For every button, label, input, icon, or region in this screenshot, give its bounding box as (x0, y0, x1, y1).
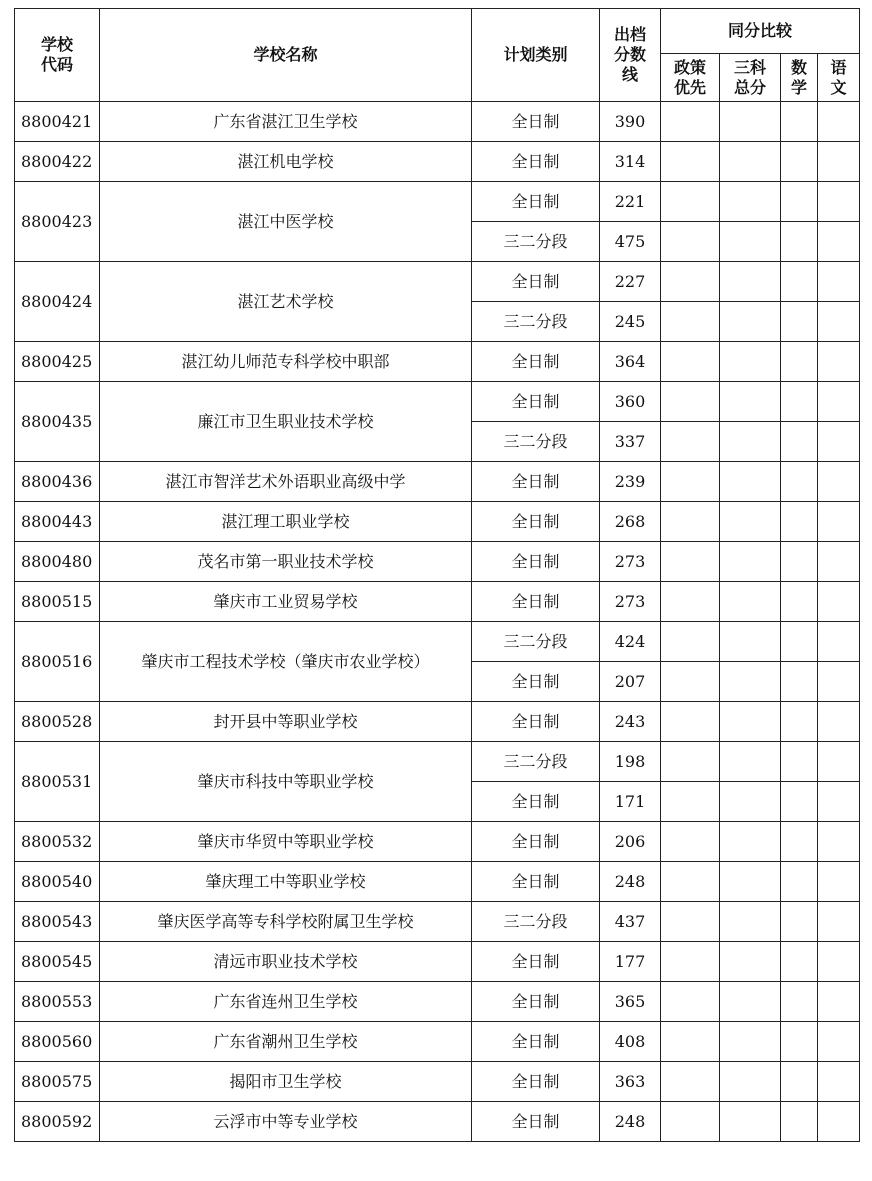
header-tie-compare: 同分比较 (661, 9, 860, 54)
three-subject-total-cell (720, 742, 781, 782)
policy-priority-cell (661, 102, 720, 142)
cutoff-score-cell: 268 (600, 502, 661, 542)
chinese-cell (818, 102, 860, 142)
math-cell (781, 542, 818, 582)
school-name-cell: 湛江理工职业学校 (100, 502, 472, 542)
chinese-cell (818, 582, 860, 622)
three-subject-total-cell (720, 462, 781, 502)
math-cell (781, 702, 818, 742)
school-name-cell: 湛江艺术学校 (100, 262, 472, 342)
plan-type-cell: 全日制 (472, 862, 600, 902)
math-cell (781, 262, 818, 302)
plan-type-cell: 三二分段 (472, 622, 600, 662)
cutoff-score-cell: 245 (600, 302, 661, 342)
cutoff-score-cell: 171 (600, 782, 661, 822)
cutoff-score-cell: 364 (600, 342, 661, 382)
school-name-cell: 湛江机电学校 (100, 142, 472, 182)
cutoff-score-cell: 424 (600, 622, 661, 662)
math-cell (781, 382, 818, 422)
policy-priority-cell (661, 382, 720, 422)
plan-type-cell: 全日制 (472, 782, 600, 822)
policy-priority-cell (661, 1102, 720, 1142)
cutoff-score-cell: 248 (600, 1102, 661, 1142)
chinese-cell (818, 222, 860, 262)
school-name-cell: 廉江市卫生职业技术学校 (100, 382, 472, 462)
chinese-cell (818, 422, 860, 462)
school-name-cell: 广东省连州卫生学校 (100, 982, 472, 1022)
three-subject-total-cell (720, 142, 781, 182)
school-code-cell: 8800540 (15, 862, 100, 902)
math-cell (781, 302, 818, 342)
policy-priority-cell (661, 462, 720, 502)
plan-type-cell: 全日制 (472, 942, 600, 982)
three-subject-total-cell (720, 262, 781, 302)
plan-type-cell: 全日制 (472, 142, 600, 182)
chinese-cell (818, 462, 860, 502)
three-subject-total-cell (720, 382, 781, 422)
school-name-cell: 茂名市第一职业技术学校 (100, 542, 472, 582)
cutoff-score-cell: 273 (600, 582, 661, 622)
three-subject-total-cell (720, 422, 781, 462)
plan-type-cell: 全日制 (472, 822, 600, 862)
table-row (15, 742, 860, 782)
policy-priority-cell (661, 222, 720, 262)
cutoff-score-cell: 363 (600, 1062, 661, 1102)
math-cell (781, 982, 818, 1022)
three-subject-total-cell (720, 342, 781, 382)
table-row (15, 102, 860, 142)
chinese-cell (818, 942, 860, 982)
school-name-cell: 清远市职业技术学校 (100, 942, 472, 982)
table-row (15, 1102, 860, 1142)
cutoff-score-cell: 408 (600, 1022, 661, 1062)
chinese-cell (818, 502, 860, 542)
policy-priority-cell (661, 1022, 720, 1062)
school-name-cell: 云浮市中等专业学校 (100, 1102, 472, 1142)
math-cell (781, 222, 818, 262)
policy-priority-cell (661, 982, 720, 1022)
cutoff-score-cell: 365 (600, 982, 661, 1022)
policy-priority-cell (661, 782, 720, 822)
three-subject-total-cell (720, 582, 781, 622)
math-cell (781, 582, 818, 622)
school-code-cell: 8800592 (15, 1102, 100, 1142)
school-name-cell: 肇庆医学高等专科学校附属卫生学校 (100, 902, 472, 942)
school-code-cell: 8800553 (15, 982, 100, 1022)
school-name-cell: 广东省湛江卫生学校 (100, 102, 472, 142)
header-policy-priority: 政策 优先 (661, 54, 720, 102)
plan-type-cell: 全日制 (472, 542, 600, 582)
policy-priority-cell (661, 822, 720, 862)
table-row (15, 462, 860, 502)
cutoff-score-cell: 206 (600, 822, 661, 862)
table-row (15, 982, 860, 1022)
school-name-cell: 封开县中等职业学校 (100, 702, 472, 742)
plan-type-cell: 全日制 (472, 1102, 600, 1142)
table-row (15, 702, 860, 742)
three-subject-total-cell (720, 662, 781, 702)
three-subject-total-cell (720, 982, 781, 1022)
school-code-cell: 8800425 (15, 342, 100, 382)
plan-type-cell: 全日制 (472, 102, 600, 142)
policy-priority-cell (661, 942, 720, 982)
three-subject-total-cell (720, 862, 781, 902)
table-row (15, 1062, 860, 1102)
three-subject-total-cell (720, 702, 781, 742)
header-school-name: 学校名称 (100, 9, 472, 102)
school-name-cell: 肇庆市华贸中等职业学校 (100, 822, 472, 862)
math-cell (781, 462, 818, 502)
cutoff-score-cell: 207 (600, 662, 661, 702)
cutoff-score-cell: 273 (600, 542, 661, 582)
math-cell (781, 182, 818, 222)
policy-priority-cell (661, 1062, 720, 1102)
school-code-cell: 8800560 (15, 1022, 100, 1062)
table-row (15, 262, 860, 302)
math-cell (781, 902, 818, 942)
chinese-cell (818, 1062, 860, 1102)
math-cell (781, 622, 818, 662)
cutoff-score-cell: 314 (600, 142, 661, 182)
cutoff-score-cell: 437 (600, 902, 661, 942)
math-cell (781, 742, 818, 782)
table-row (15, 502, 860, 542)
table-row (15, 142, 860, 182)
chinese-cell (818, 1022, 860, 1062)
header-three-subject-total: 三科 总分 (720, 54, 781, 102)
table-row (15, 342, 860, 382)
three-subject-total-cell (720, 782, 781, 822)
three-subject-total-cell (720, 1022, 781, 1062)
header-school-code: 学校 代码 (15, 9, 100, 102)
school-code-cell: 8800515 (15, 582, 100, 622)
chinese-cell (818, 142, 860, 182)
school-code-cell: 8800423 (15, 182, 100, 262)
header-chinese: 语 文 (818, 54, 860, 102)
plan-type-cell: 全日制 (472, 1022, 600, 1062)
chinese-cell (818, 182, 860, 222)
three-subject-total-cell (720, 222, 781, 262)
cutoff-score-cell: 177 (600, 942, 661, 982)
school-code-cell: 8800424 (15, 262, 100, 342)
header-cutoff-score: 出档 分数 线 (600, 9, 661, 102)
math-cell (781, 502, 818, 542)
cutoff-score-cell: 390 (600, 102, 661, 142)
cutoff-score-cell: 248 (600, 862, 661, 902)
math-cell (781, 102, 818, 142)
cutoff-score-cell: 221 (600, 182, 661, 222)
three-subject-total-cell (720, 102, 781, 142)
policy-priority-cell (661, 742, 720, 782)
table-row (15, 862, 860, 902)
chinese-cell (818, 1102, 860, 1142)
plan-type-cell: 全日制 (472, 262, 600, 302)
policy-priority-cell (661, 422, 720, 462)
school-name-cell: 广东省潮州卫生学校 (100, 1022, 472, 1062)
table-row (15, 622, 860, 662)
math-cell (781, 862, 818, 902)
chinese-cell (818, 982, 860, 1022)
math-cell (781, 142, 818, 182)
plan-type-cell: 全日制 (472, 982, 600, 1022)
chinese-cell (818, 782, 860, 822)
school-code-cell: 8800435 (15, 382, 100, 462)
math-cell (781, 1102, 818, 1142)
chinese-cell (818, 862, 860, 902)
school-code-cell: 8800516 (15, 622, 100, 702)
school-code-cell: 8800543 (15, 902, 100, 942)
cutoff-score-cell: 243 (600, 702, 661, 742)
school-name-cell: 湛江市智洋艺术外语职业高级中学 (100, 462, 472, 502)
policy-priority-cell (661, 182, 720, 222)
plan-type-cell: 三二分段 (472, 422, 600, 462)
table-row (15, 942, 860, 982)
cutoff-score-cell: 198 (600, 742, 661, 782)
chinese-cell (818, 662, 860, 702)
three-subject-total-cell (720, 302, 781, 342)
policy-priority-cell (661, 662, 720, 702)
cutoff-score-cell: 239 (600, 462, 661, 502)
school-name-cell: 肇庆理工中等职业学校 (100, 862, 472, 902)
plan-type-cell: 全日制 (472, 662, 600, 702)
chinese-cell (818, 822, 860, 862)
school-name-cell: 揭阳市卫生学校 (100, 1062, 472, 1102)
chinese-cell (818, 342, 860, 382)
policy-priority-cell (661, 302, 720, 342)
table-row (15, 182, 860, 222)
school-code-cell: 8800528 (15, 702, 100, 742)
cutoff-score-cell: 475 (600, 222, 661, 262)
plan-type-cell: 三二分段 (472, 902, 600, 942)
policy-priority-cell (661, 582, 720, 622)
math-cell (781, 942, 818, 982)
math-cell (781, 1022, 818, 1062)
school-name-cell: 肇庆市科技中等职业学校 (100, 742, 472, 822)
table-row (15, 382, 860, 422)
school-code-cell: 8800443 (15, 502, 100, 542)
plan-type-cell: 全日制 (472, 502, 600, 542)
cutoff-score-cell: 337 (600, 422, 661, 462)
school-code-cell: 8800480 (15, 542, 100, 582)
chinese-cell (818, 302, 860, 342)
policy-priority-cell (661, 542, 720, 582)
plan-type-cell: 全日制 (472, 582, 600, 622)
plan-type-cell: 全日制 (472, 702, 600, 742)
policy-priority-cell (661, 622, 720, 662)
school-code-cell: 8800436 (15, 462, 100, 502)
math-cell (781, 822, 818, 862)
math-cell (781, 422, 818, 462)
math-cell (781, 1062, 818, 1102)
three-subject-total-cell (720, 182, 781, 222)
school-code-cell: 8800531 (15, 742, 100, 822)
table-row (15, 542, 860, 582)
school-name-cell: 湛江中医学校 (100, 182, 472, 262)
table-row (15, 822, 860, 862)
school-code-cell: 8800422 (15, 142, 100, 182)
math-cell (781, 342, 818, 382)
school-name-cell: 湛江幼儿师范专科学校中职部 (100, 342, 472, 382)
chinese-cell (818, 742, 860, 782)
chinese-cell (818, 262, 860, 302)
school-code-cell: 8800421 (15, 102, 100, 142)
school-name-cell: 肇庆市工程技术学校（肇庆市农业学校） (100, 622, 472, 702)
cutoff-score-cell: 360 (600, 382, 661, 422)
three-subject-total-cell (720, 902, 781, 942)
chinese-cell (818, 382, 860, 422)
three-subject-total-cell (720, 542, 781, 582)
three-subject-total-cell (720, 622, 781, 662)
policy-priority-cell (661, 862, 720, 902)
table-row (15, 582, 860, 622)
school-code-cell: 8800575 (15, 1062, 100, 1102)
math-cell (781, 782, 818, 822)
three-subject-total-cell (720, 502, 781, 542)
header-plan-type: 计划类别 (472, 9, 600, 102)
school-code-cell: 8800545 (15, 942, 100, 982)
plan-type-cell: 全日制 (472, 382, 600, 422)
table-body (15, 102, 860, 1142)
chinese-cell (818, 902, 860, 942)
policy-priority-cell (661, 142, 720, 182)
admission-score-table (14, 8, 860, 1142)
table-row (15, 1022, 860, 1062)
three-subject-total-cell (720, 1062, 781, 1102)
school-name-cell: 肇庆市工业贸易学校 (100, 582, 472, 622)
policy-priority-cell (661, 902, 720, 942)
policy-priority-cell (661, 702, 720, 742)
cutoff-score-cell: 227 (600, 262, 661, 302)
plan-type-cell: 全日制 (472, 182, 600, 222)
three-subject-total-cell (720, 942, 781, 982)
plan-type-cell: 三二分段 (472, 302, 600, 342)
plan-type-cell: 全日制 (472, 1062, 600, 1102)
three-subject-total-cell (720, 1102, 781, 1142)
plan-type-cell: 三二分段 (472, 742, 600, 782)
policy-priority-cell (661, 262, 720, 302)
school-code-cell: 8800532 (15, 822, 100, 862)
policy-priority-cell (661, 502, 720, 542)
plan-type-cell: 三二分段 (472, 222, 600, 262)
table-row (15, 902, 860, 942)
policy-priority-cell (661, 342, 720, 382)
chinese-cell (818, 622, 860, 662)
plan-type-cell: 全日制 (472, 342, 600, 382)
header-math: 数 学 (781, 54, 818, 102)
chinese-cell (818, 702, 860, 742)
chinese-cell (818, 542, 860, 582)
plan-type-cell: 全日制 (472, 462, 600, 502)
three-subject-total-cell (720, 822, 781, 862)
math-cell (781, 662, 818, 702)
